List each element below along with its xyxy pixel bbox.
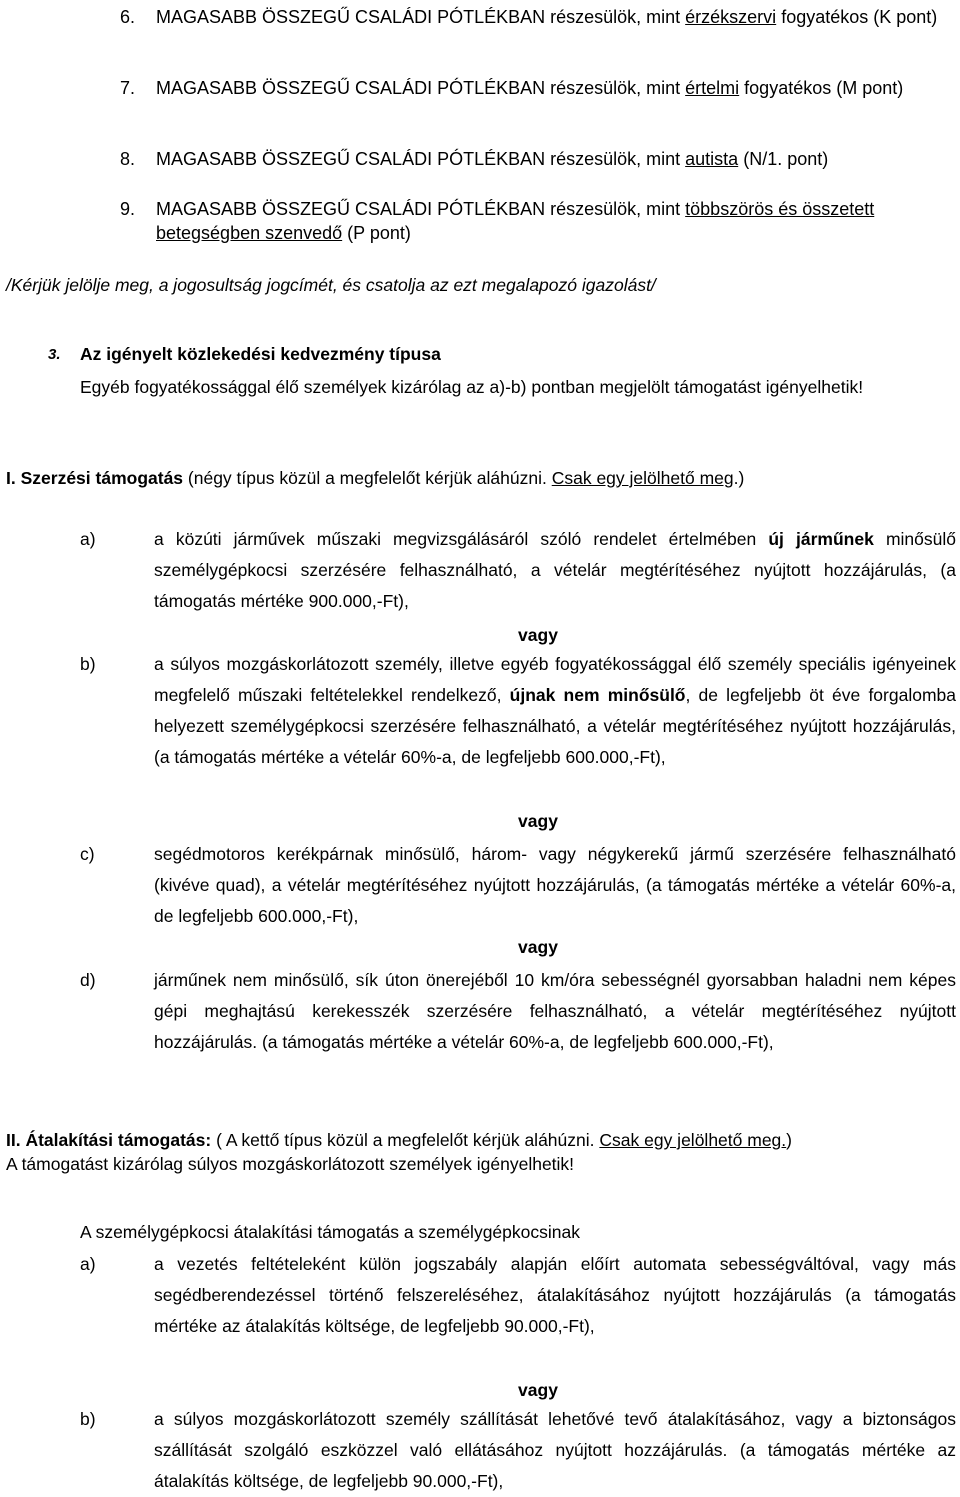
option-text: a közúti járművek műszaki megvizsgálásáról szóló rendelet értelmében új járműnek minősülő személygépkocsi szerzésére felhasználható, a vételár megtérítéséhez nyújtott hozzájárulás, (a támogatás mértéke 900.000,-Ft),	[154, 529, 956, 611]
item-number: 9.	[120, 199, 136, 219]
or-separator: vagy	[518, 937, 558, 957]
option-text: járműnek nem minősülő, sík úton önerejéből 10 km/óra sebességnél gyorsabban haladni nem képes gépi meghajtású kerekesszék szerzésére felhasználható, a vételár megtérítéséhez nyújtott hozzájárulás. (a támogatás mértéke a vételár 60%-a, de legfeljebb 600.000,-Ft),	[154, 970, 956, 1052]
item-number: 7.	[120, 78, 136, 98]
conversion-option-b	[80, 1404, 956, 1497]
section-3	[48, 338, 948, 404]
option-d	[80, 965, 956, 1058]
item-text: MAGASABB ÖSSZEGŰ CSALÁDI PÓTLÉKBAN részesülök, mint érzékszervi fogyatékos (K pont)	[156, 7, 938, 27]
part-2-note: A támogatást kizárólag súlyos mozgáskorlátozott személyek igényelhetik!	[6, 1154, 575, 1174]
or-separator: vagy	[518, 811, 558, 831]
conversion-option-a	[80, 1249, 956, 1342]
option-letter: c)	[80, 844, 95, 864]
option-letter: b)	[80, 654, 96, 674]
section-body: Egyéb fogyatékossággal élő személyek kizárólag az a)-b) pontban megjelölt támogatást igényelhetik!	[80, 377, 864, 397]
list-item-6	[120, 5, 940, 29]
or-separator: vagy	[518, 1380, 558, 1400]
instruction-note: /Kérjük jelölje meg, a jogosultság jogcímét, és csatolja az ezt megalapozó igazolást/	[6, 275, 656, 295]
part-2-title: Átalakítási támogatás:	[25, 1130, 212, 1150]
option-letter: a)	[80, 1254, 96, 1274]
item-number: 8.	[120, 149, 136, 169]
option-c	[80, 839, 956, 932]
item-text: MAGASABB ÖSSZEGŰ CSALÁDI PÓTLÉKBAN részesülök, mint értelmi fogyatékos (M pont)	[156, 78, 904, 98]
or-separator: vagy	[518, 625, 558, 645]
section-number: 3.	[48, 346, 61, 363]
part-2-heading: II. Átalakítási támogatás: ( A kettő típus közül a megfelelőt kérjük aláhúzni. Csak egy jelölhető meg.) A támogatást kizárólag súlyos mozgáskorlátozott személyek igényelhetik!	[6, 1130, 792, 1174]
list-item-7	[120, 76, 940, 100]
part-1-title: Szerzési támogatás	[20, 468, 184, 488]
underlined-term: többszörös és összetett betegségben szenvedő	[156, 199, 875, 243]
option-text: a súlyos mozgáskorlátozott személy szállítását lehetővé tevő átalakításához, vagy a biztonságos szállítását szolgáló eszközzel való ellátásához nyújtott hozzájárulás. (a támogatás mértéke az átalakítás költsége, de legfeljebb 90.000,-Ft),	[154, 1409, 956, 1491]
underlined-term: autista	[685, 149, 739, 169]
item-number: 6.	[120, 7, 136, 27]
option-letter: a)	[80, 529, 96, 549]
option-a	[80, 524, 956, 617]
underlined-instruction: Csak egy jelölhető meg.	[599, 1130, 787, 1150]
section-title: Az igényelt közlekedési kedvezmény típusa	[80, 344, 441, 364]
part-1-heading: I. Szerzési támogatás (négy típus közül a megfelelőt kérjük aláhúzni. Csak egy jelölhető meg.)	[6, 468, 745, 488]
part-2-intro: A személygépkocsi átalakítási támogatás a személygépkocsinak	[80, 1222, 580, 1242]
option-letter: d)	[80, 970, 96, 990]
option-text: segédmotoros kerékpárnak minősülő, három- vagy négykerekű jármű szerzésére felhasználható (kivéve quad), a vételár megtérítéséhez nyújtott hozzájárulás, (a támogatás mértéke a vételár 60%-a, de legfeljebb 600.000,-Ft),	[154, 844, 956, 926]
list-item-9	[120, 197, 940, 245]
list-item-8	[120, 147, 940, 171]
option-b	[80, 649, 956, 773]
option-letter: b)	[80, 1409, 96, 1429]
underlined-term: érzékszervi	[685, 7, 777, 27]
item-text: MAGASABB ÖSSZEGŰ CSALÁDI PÓTLÉKBAN részesülök, mint többszörös és összetett betegségben szenvedő (P pont)	[156, 199, 875, 243]
underlined-term: értelmi	[685, 78, 740, 98]
item-text: MAGASABB ÖSSZEGŰ CSALÁDI PÓTLÉKBAN részesülök, mint autista (N/1. pont)	[156, 149, 829, 169]
option-text: a súlyos mozgáskorlátozott személy, illetve egyéb fogyatékossággal élő személy speciális igényeinek megfelelő műszaki feltételekkel rendelkező, újnak nem minősülő, de legfeljebb öt éve forgalomba helyezett személygépkocsi szerzésére felhasználható, a vételár megtérítéséhez nyújtott hozzájárulás, (a támogatás mértéke a vételár 60%-a, de legfeljebb 600.000,-Ft),	[154, 654, 956, 767]
option-text: a vezetés feltételeként külön jogszabály alapján előírt automata sebességváltóval, vagy más segédberendezéssel történő felszereléséhez, átalakításához nyújtott hozzájárulás (a támogatás mértéke az átalakítás költsége, de legfeljebb 90.000,-Ft),	[154, 1254, 956, 1336]
underlined-instruction: Csak egy jelölhető meg	[551, 468, 734, 488]
